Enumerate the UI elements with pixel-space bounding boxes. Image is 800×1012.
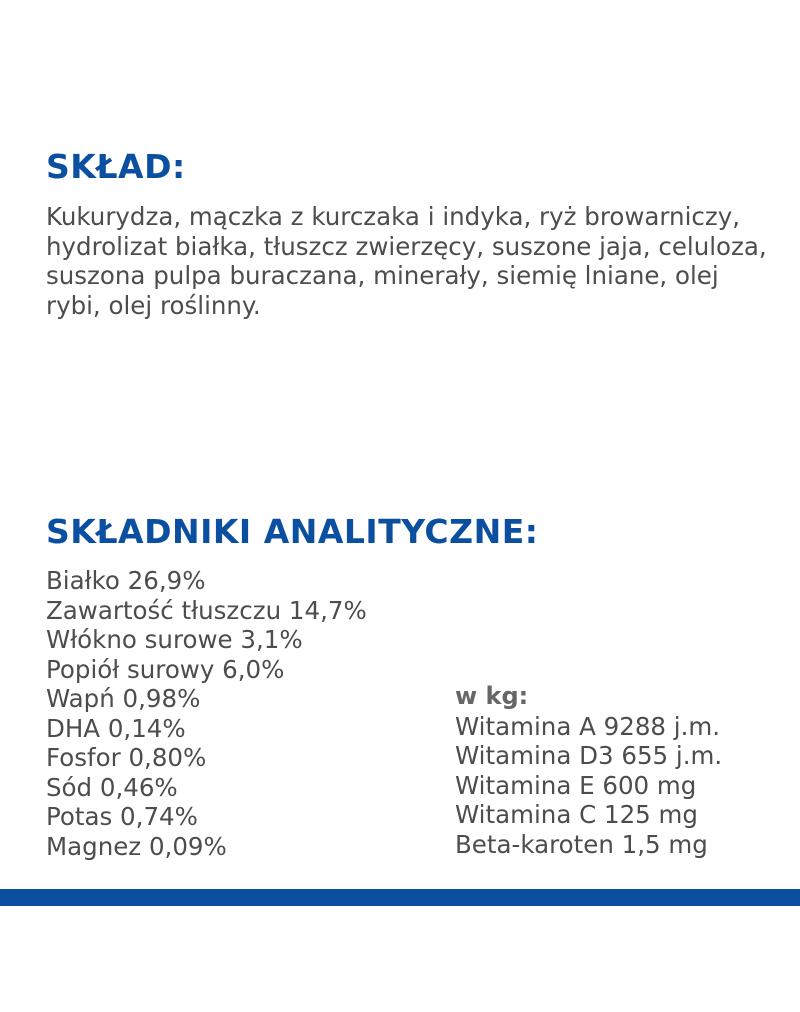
vitamin-list — [455, 712, 722, 860]
nutrient-list — [46, 566, 367, 861]
nutrient-item: Fosfor 0,80% — [46, 743, 207, 772]
nutrient-item: Zawartość tłuszczu 14,7% — [46, 595, 367, 625]
vitamins-block — [455, 682, 722, 859]
nutrient-item: Popiół surowy 6,0% — [46, 654, 285, 684]
nutrient-item: Włókno surowe 3,1% — [46, 625, 303, 654]
nutrient-item: Potas 0,74% — [46, 802, 198, 831]
per-kg-label: w kg: — [455, 682, 529, 710]
vitamin-item: Witamina D3 655 j.m. — [455, 741, 723, 770]
vitamin-item: Witamina C 125 mg — [455, 800, 698, 829]
analytical-title: SKŁADNIKI ANALITYCZNE: — [46, 512, 539, 551]
nutrient-item: DHA 0,14% — [46, 713, 186, 743]
composition-text: Kukurydza, mączka z kurczaka i indyka, ryż browarniczy, hydrolizat białka, tłuszcz zwierzęcy, suszone jaja, celuloza, suszona pulpa buraczana, minerały, siemię lniane, olej rybi, olej roślinny. — [46, 202, 767, 320]
nutrient-item: Wapń 0,98% — [46, 684, 201, 713]
vitamin-item: Witamina A 9288 j.m. — [455, 711, 721, 741]
composition-title: SKŁAD: — [46, 147, 186, 186]
nutrient-item: Białko 26,9% — [46, 566, 206, 595]
nutrient-item: Sód 0,46% — [46, 772, 178, 802]
vitamin-item: Witamina E 600 mg — [455, 770, 697, 800]
footer-accent-bar — [0, 889, 800, 906]
vitamin-item: Beta-karoten 1,5 mg — [455, 829, 708, 859]
nutrient-item: Magnez 0,09% — [46, 831, 227, 861]
